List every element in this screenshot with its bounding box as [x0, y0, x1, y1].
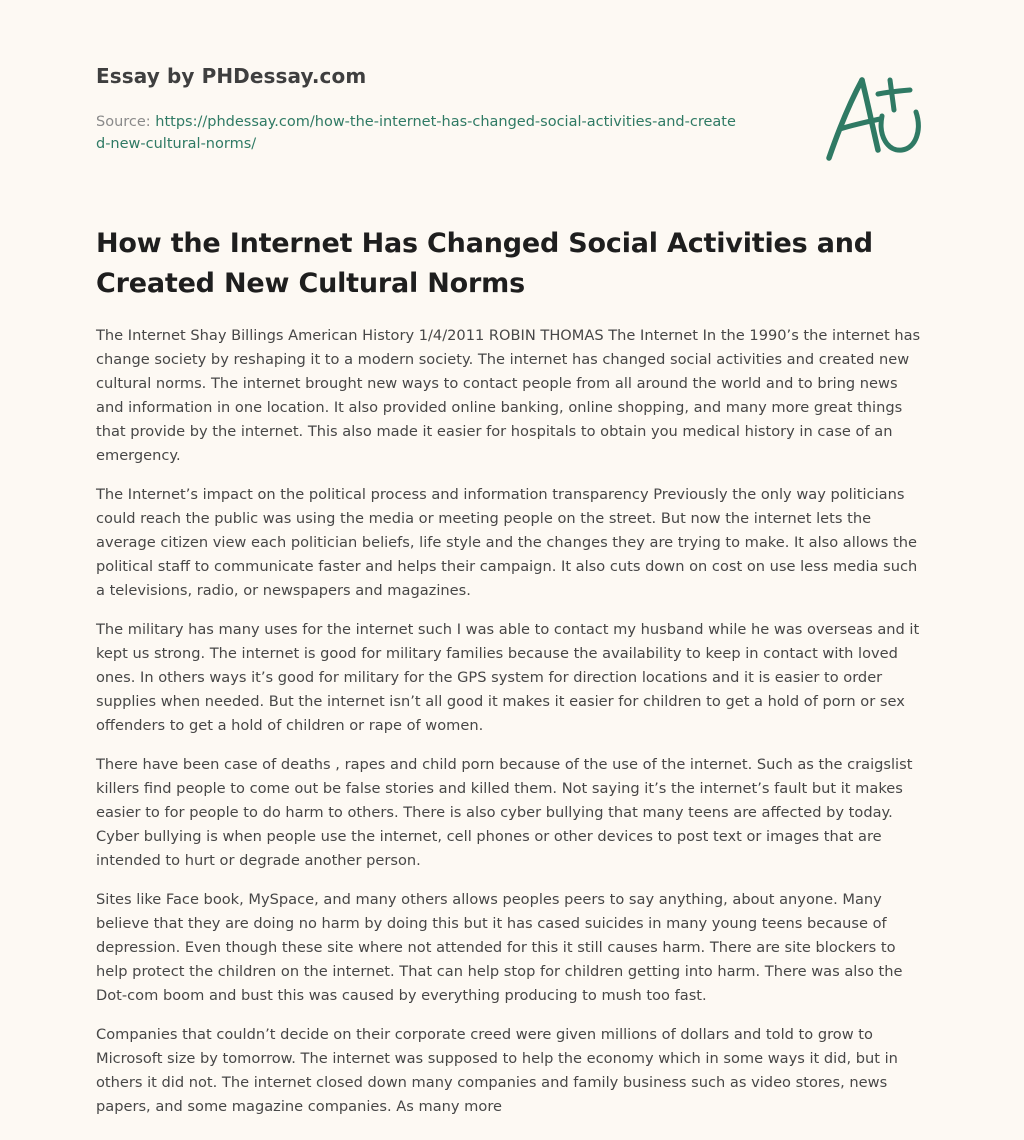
essay-paragraph: The military has many uses for the internet such I was able to contact my husband while he was overseas and it kept us strong. The internet is good for military families because the availability to keep in contact with loved ones. In others ways it’s good for military for the GPS system for direction locations and it is easier to order supplies when needed. But the internet isn’t all good it makes it easier for children to get a hold of porn or sex offenders to get a hold of children or rape of women. — [96, 621, 920, 734]
source-line — [96, 111, 736, 155]
essay-paragraph: The Internet Shay Billings American History 1/4/2011 ROBIN THOMAS The Internet In the 1990’s the internet has change society by reshaping it to a modern society. The internet has changed social activities and created new cultural norms. The internet brought new ways to contact people from all around the world and to bring news and information in one location. It also provided online banking, online shopping, and many more great things that provide by the internet. This also made it easier for hospitals to obtain you medical history in case of an emergency. — [96, 327, 921, 464]
essay-paragraph: Sites like Face book, MySpace, and many others allows peoples peers to say anything, about anyone. Many believe that they are doing no harm by doing this but it has cased suicides in many young teens because of depression. Even though these site where not attended for this it still causes harm. There are site blockers to help protect the children on the internet. That can help stop for children getting into harm. There was also the Dot-com boom and bust this was caused by everything producing to mush too fast. — [96, 891, 903, 1004]
essay-paragraph: There have been case of deaths , rapes and child porn because of the use of the internet. Such as the craigslist killers find people to come out be false stories and killed them. Not saying it’s the internet’s fault but it makes easier to for people to do harm to others. There is also cyber bullying that many teens are affected by today. Cyber bullying is when people use the internet, cell phones or other devices to post text or images that are intended to hurt or degrade another person. — [96, 756, 913, 869]
source-label: Source: — [96, 114, 156, 130]
essay-paragraph: The Internet’s impact on the political process and information transparency Previously the only way politicians could reach the public was using the media or meeting people on the street. But now the internet lets the average citizen view each politician beliefs, life style and the changes they are trying to make. It also allows the political staff to communicate faster and helps their campaign. It also cuts down on cost on use less media such a televisions, radio, or newspapers and magazines. — [96, 486, 918, 599]
essay-paragraph: Companies that couldn’t decide on their corporate creed were given millions of dollars and told to grow to Microsoft size by tomorrow. The internet was supposed to help the economy which in some ways it did, but in others it did not. The internet closed down many companies and family business such as video stores, news papers, and some magazine companies. As many more — [96, 1026, 898, 1115]
essay-body — [96, 324, 928, 1134]
page-title: How the Internet Has Changed Social Activities and Created New Cultural Norms — [96, 228, 873, 299]
site-brand: Essay by PHDessay.com — [96, 64, 367, 88]
source-link[interactable]: https://phdessay.com/how-the-internet-has-changed-social-activities-and-created-new-cultural-norms/ — [96, 114, 736, 152]
a-plus-grade-icon — [818, 66, 930, 166]
